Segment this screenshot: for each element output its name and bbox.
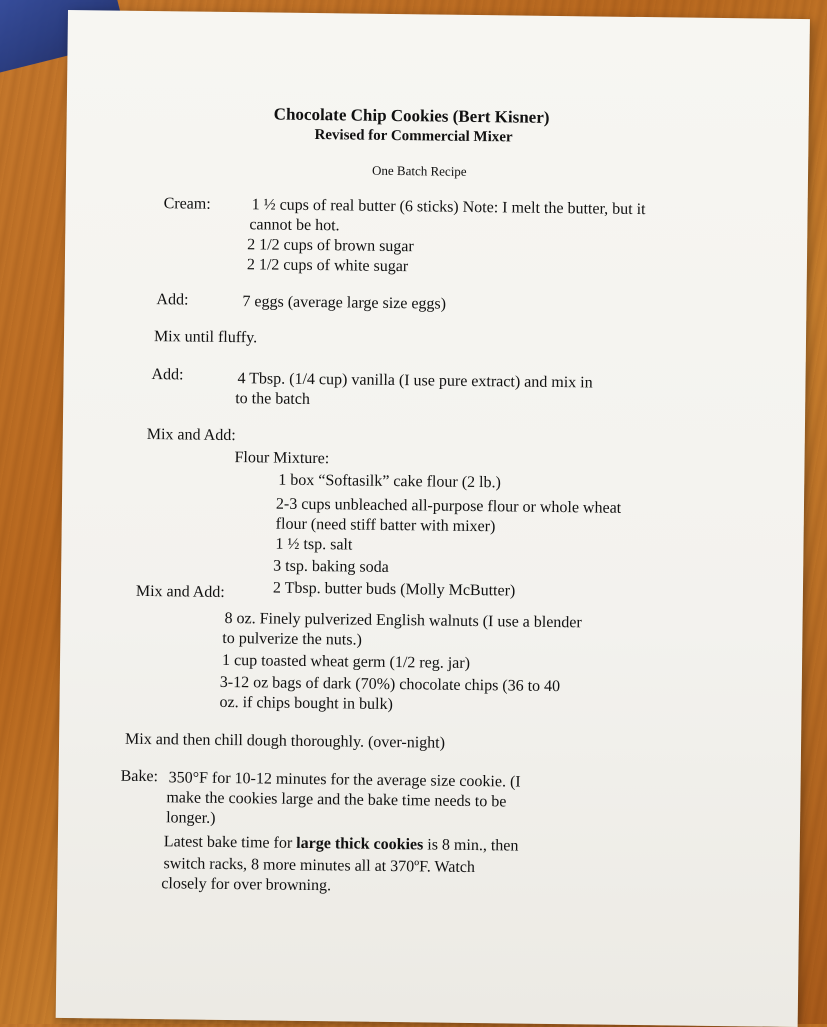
recipe-title: Chocolate Chip Cookies (Bert Kisner) <box>273 104 550 127</box>
add-vanilla-line-2: to the batch <box>235 390 311 408</box>
nuts-item: 3-12 oz bags of dark (70%) chocolate chips (36 to 40 <box>219 673 561 696</box>
nuts-item: oz. if chips bought in bulk) <box>219 693 393 714</box>
add-eggs-label: Add: <box>156 291 189 309</box>
cream-line-1: 1 ½ cups of real butter (6 sticks) Note: I melt the butter, but it <box>251 196 646 219</box>
bake-line-6: closely for over browning. <box>161 875 332 895</box>
flour-item: 2 Tbsp. butter buds (Molly McButter) <box>272 579 516 600</box>
flour-item: 2-3 cups unbleached all-purpose flour or whole wheat <box>275 495 622 517</box>
batch-label: One Batch Recipe <box>371 162 467 179</box>
recipe-subtitle: Revised for Commercial Mixer <box>314 127 513 146</box>
mix-fluffy: Mix until fluffy. <box>153 328 258 347</box>
cream-line-2: cannot be hot. <box>249 216 340 235</box>
bake-line-1: 350°F for 10-12 minutes for the average size cookie. (I <box>168 769 521 791</box>
cream-label: Cream: <box>163 195 211 213</box>
nuts-item: to pulverize the nuts.) <box>222 629 362 649</box>
bake-label: Bake: <box>120 767 159 786</box>
cream-line-3: 2 1/2 cups of brown sugar <box>247 236 414 256</box>
flour-item: flour (need stiff batter with mixer) <box>275 515 496 536</box>
flour-item: 3 tsp. baking soda <box>273 557 389 576</box>
add-vanilla-line-1: 4 Tbsp. (1/4 cup) vanilla (I use pure extract) and mix in <box>237 370 593 392</box>
cream-line-4: 2 1/2 cups of white sugar <box>246 256 409 276</box>
bake-line-4: Latest bake time for large thick cookies is 8 min., then <box>163 833 519 855</box>
bold-emphasis: large thick cookies <box>296 834 424 854</box>
bake-line-2: make the cookies large and the bake time needs to be <box>166 789 507 811</box>
recipe-sheet <box>56 10 810 1027</box>
nuts-item: 1 cup toasted wheat germ (1/2 reg. jar) <box>221 651 471 672</box>
flour-item: 1 box “Softasilk” cake flour (2 lb.) <box>278 471 501 492</box>
nuts-item: 8 oz. Finely pulverized English walnuts (I use a blender <box>224 609 582 632</box>
flour-mixture-label: Flour Mixture: <box>234 449 330 468</box>
chill-instruction: Mix and then chill dough thoroughly. (over-night) <box>124 730 446 752</box>
mix-add-label-2: Mix and Add: <box>135 582 225 601</box>
flour-item: 1 ½ tsp. salt <box>275 535 353 554</box>
bake-line-5: switch racks, 8 more minutes all at 370ºF. Watch <box>163 855 476 877</box>
mix-add-label-1: Mix and Add: <box>146 425 236 445</box>
bake-line-3: longer.) <box>166 809 216 827</box>
add-vanilla-label: Add: <box>151 366 184 384</box>
add-eggs-text: 7 eggs (average large size eggs) <box>242 293 447 313</box>
